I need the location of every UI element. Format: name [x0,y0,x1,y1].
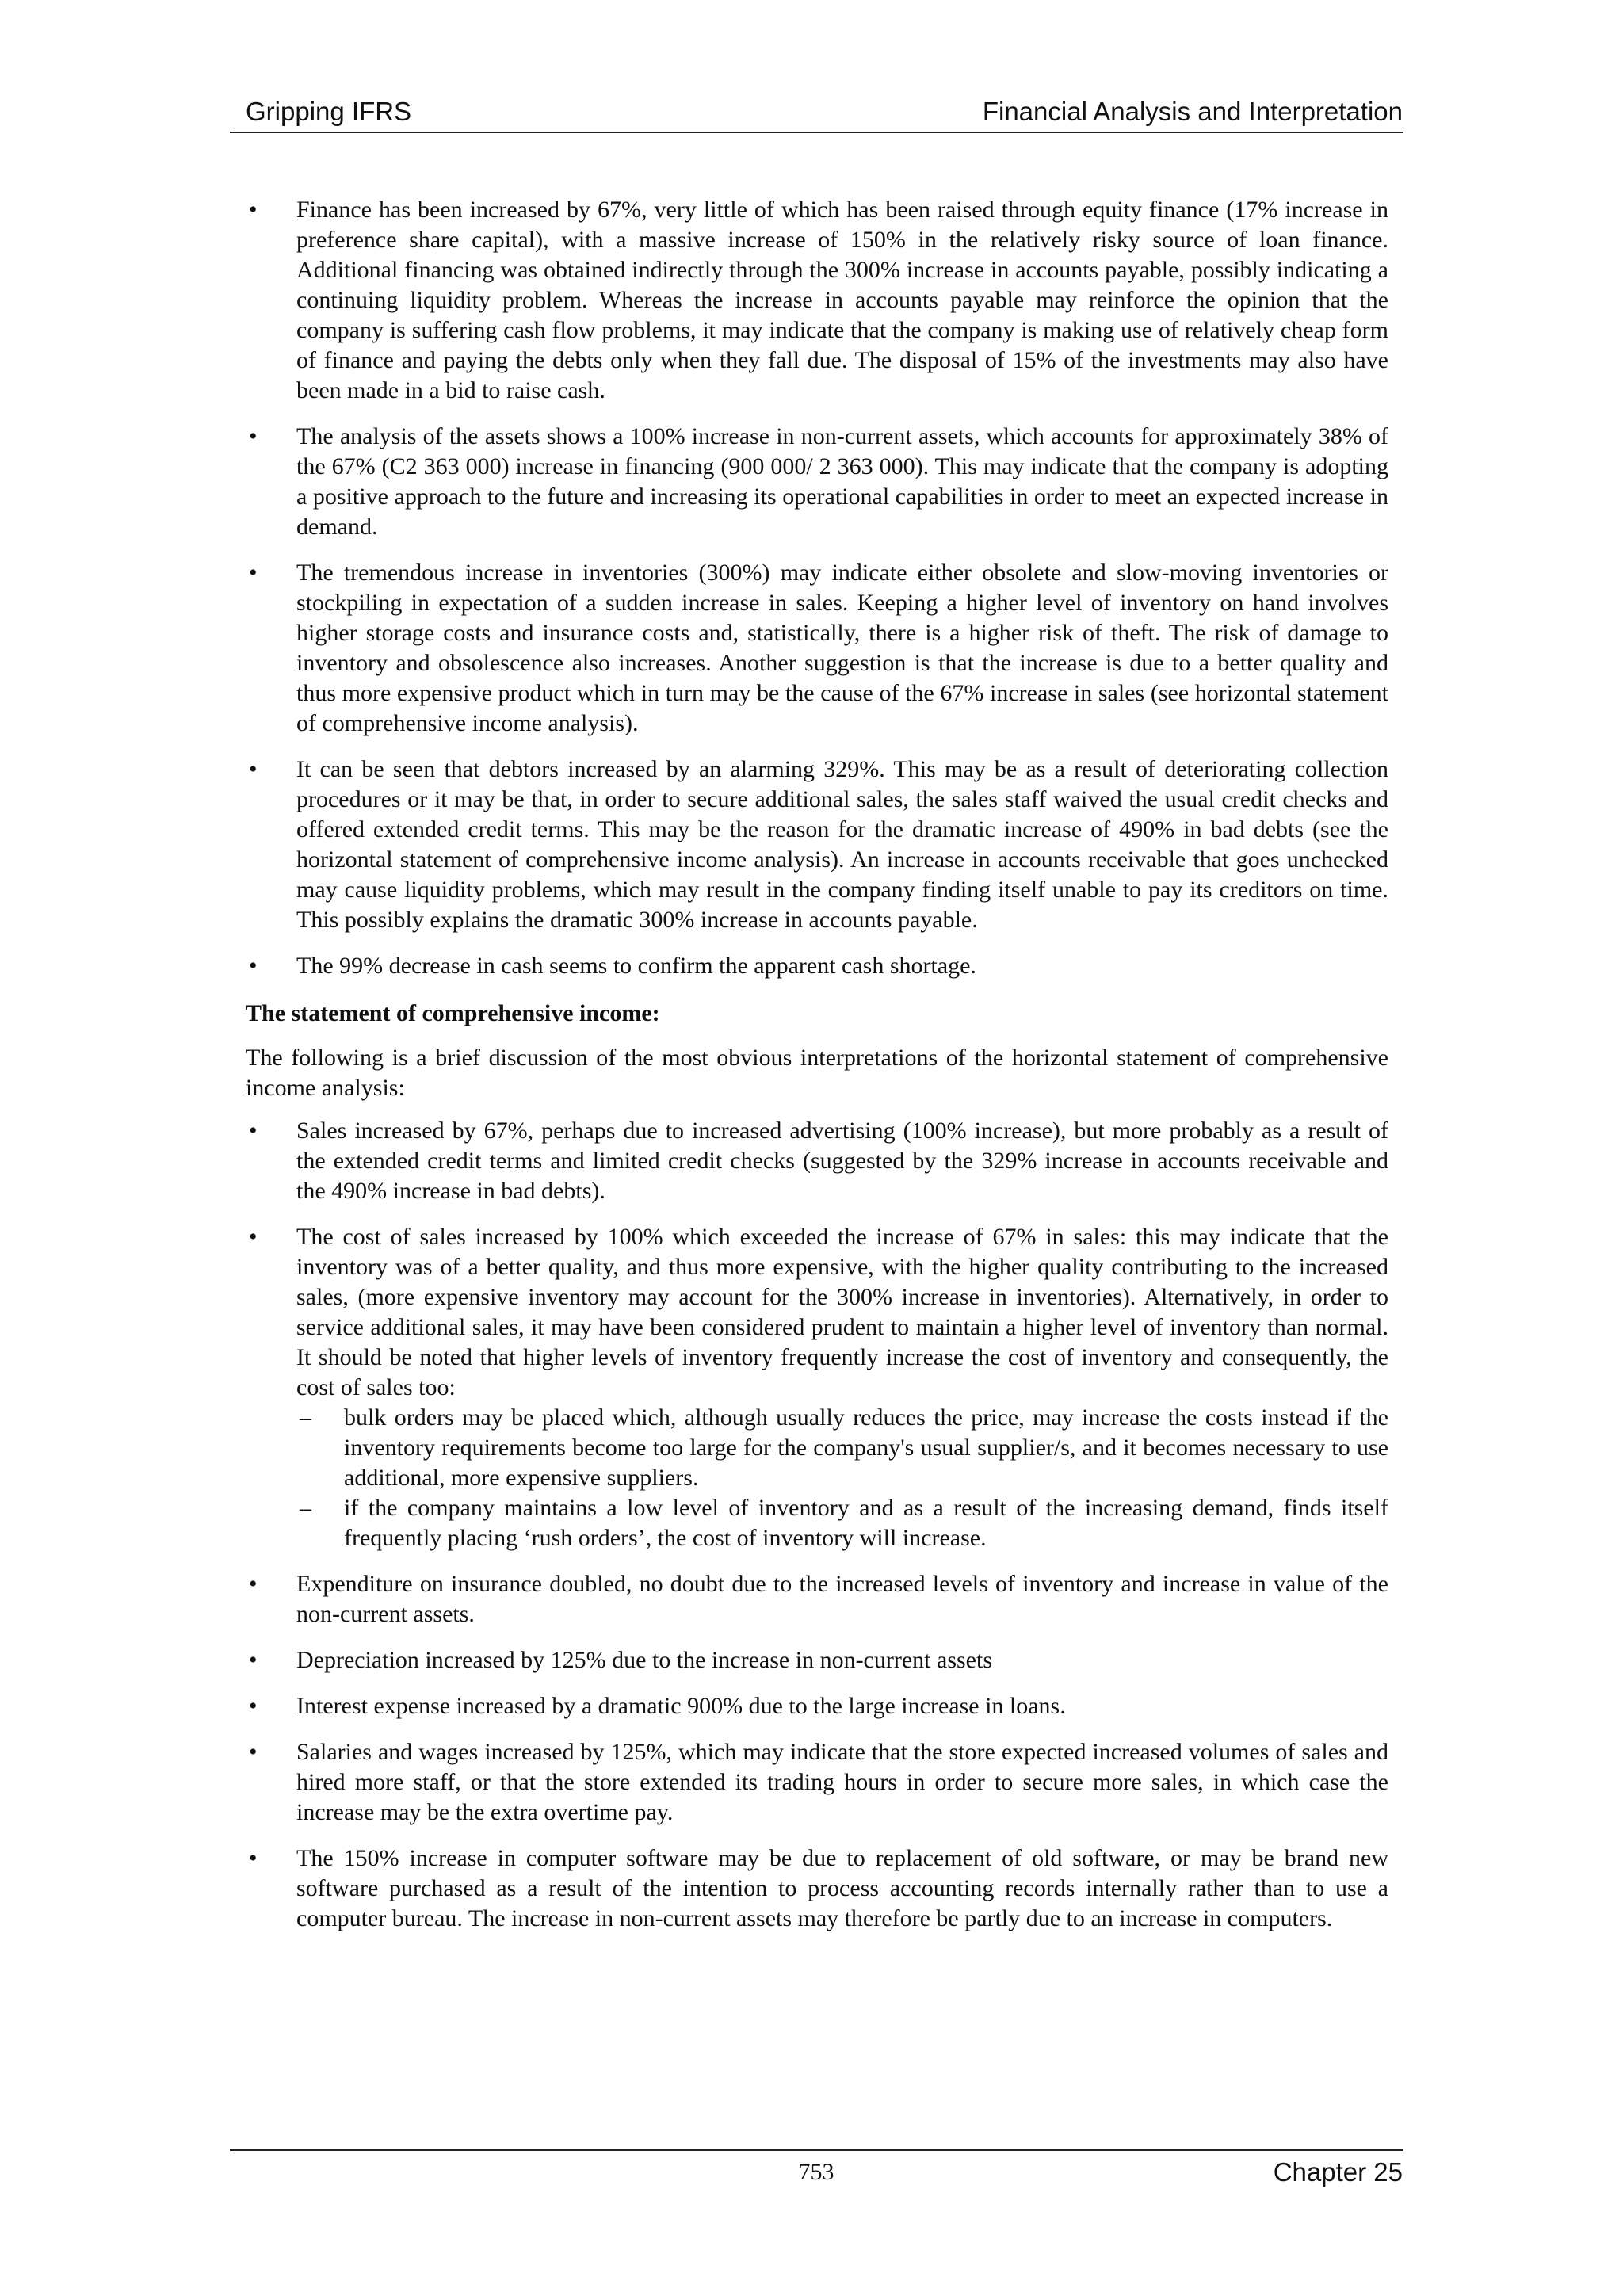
paragraph-text: The 99% decrease in cash seems to confirm the apparent cash shortage. [296,953,976,979]
list-item [246,195,1388,406]
list-item [246,951,1388,981]
bullet-icon: • [249,1117,258,1144]
income-statement-bullet-list [246,1116,1388,1934]
list-item [246,1737,1388,1828]
paragraph-text: The tremendous increase in inventories (300%) may indicate either obsolete and slow-moving inventories or stockpiling in expectation of a sudden increase in sales. Keeping a higher level of inventory on hand involves higher storage costs and insurance costs and, statistically, there is a higher risk of theft. The risk of damage to inventory and obsolescence also increases. Another suggestion is that the increase is due to a better quality and thus more expensive product which in turn may be the cause of the 67% increase in sales (see horizontal statement of comprehensive income analysis). [296,560,1388,736]
chapter-title: Financial Analysis and Interpretation [982,97,1403,126]
bullet-icon: • [249,1647,258,1673]
paragraph-text: Expenditure on insurance doubled, no doubt due to the increased levels of inventory and increase in value of the non-current assets. [296,1571,1388,1627]
paragraph-text: Interest expense increased by a dramatic 900% due to the large increase in loans. [296,1693,1066,1719]
page-footer [230,2149,1403,2187]
balance-sheet-bullet-list [246,195,1388,981]
bullet-icon: • [249,1571,258,1597]
bullet-icon: • [249,1739,258,1765]
paragraph-text: The analysis of the assets shows a 100% increase in non-current assets, which accounts for approximately 38% of the 67% (C2 363 000) increase in financing (900 000/ 2 363 000). This may indicate that the company is adopting a positive approach to the future and increasing its operational capabilities in order to meet an expected increase in demand. [296,423,1388,540]
page-content [246,195,1388,1950]
list-item [246,422,1388,542]
bullet-icon: • [249,1224,258,1250]
paragraph-text: The 150% increase in computer software may be due to replacement of old software, or may be brand new software purchased as a result of the intention to process accounting records internally rather than to use a computer bureau. The increase in non-current assets may therefore be partly due to an increase in computers. [296,1845,1388,1931]
paragraph-text: The cost of sales increased by 100% which exceeded the increase of 67% in sales: this may indicate that the inventory was of a better quality, and thus more expensive, with the higher quality contributing to the increased sales, (more expensive inventory may account for the 300% increase in inventories). Alternatively, in order to service additional sales, it may have been considered prudent to maintain a higher level of inventory than normal. It should be noted that higher levels of inventory frequently increase the cost of inventory and consequently, the cost of sales too: [296,1224,1388,1400]
sub-paragraph-text: bulk orders may be placed which, although usually reduces the price, may increase the costs instead if the inventory requirements become too large for the company's usual supplier/s, and it becomes necessary to use additional, more expensive suppliers. [344,1404,1388,1491]
paragraph-text: Finance has been increased by 67%, very little of which has been raised through equity finance (17% increase in preference share capital), with a massive increase of 150% in the relatively risky source of loan finance. Additional financing was obtained indirectly through the 300% increase in accounts payable, possibly indicating a continuing liquidity problem. Whereas the increase in accounts payable may reinforce the opinion that the company is suffering cash flow problems, it may indicate that the company is making use of relatively cheap form of finance and paying the debts only when they fall due. The disposal of 15% of the investments may also have been made in a bid to raise cash. [296,197,1388,403]
paragraph-text: Salaries and wages increased by 125%, which may indicate that the store expected increased volumes of sales and hired more staff, or that the store extended its trading hours in order to secure more sales, in which case the increase may be the extra overtime pay. [296,1739,1388,1825]
bullet-icon: • [249,197,258,223]
page-number: 753 [798,2159,834,2185]
sub-list-item [296,1493,1388,1553]
list-item [246,1691,1388,1721]
sub-list-item [296,1403,1388,1493]
bullet-icon: • [249,560,258,586]
paragraph-text: Sales increased by 67%, perhaps due to increased advertising (100% increase), but more probably as a result of the extended credit terms and limited credit checks (suggested by the 329% increase in accounts receivable and the 490% increase in bad debts). [296,1117,1388,1204]
chapter-label: Chapter 25 [1273,2157,1403,2187]
section-intro: The following is a brief discussion of the most obvious interpretations of the horizontal statement of comprehensive income analysis: [246,1045,1388,1101]
paragraph-text: Depreciation increased by 125% due to the increase in non-current assets [296,1647,992,1673]
bullet-icon: • [249,1693,258,1719]
list-item [246,558,1388,739]
bullet-icon: • [249,756,258,782]
bullet-icon: • [249,423,258,449]
dash-icon: – [300,1404,311,1431]
list-item [246,1116,1388,1206]
list-item [246,755,1388,935]
section-heading: The statement of comprehensive income: [246,1000,660,1026]
sub-paragraph-text: if the company maintains a low level of inventory and as a result of the increasing demand, finds itself frequently placing ‘rush orders’, the cost of inventory will increase. [344,1495,1388,1551]
paragraph-text: It can be seen that debtors increased by an alarming 329%. This may be as a result of deteriorating collection procedures or it may be that, in order to secure additional sales, the sales staff waived the usual credit checks and offered extended credit terms. This may be the reason for the dramatic increase of 490% in bad debts (see the horizontal statement of comprehensive income analysis). An increase in accounts receivable that goes unchecked may cause liquidity problems, which may result in the company finding itself unable to pay its creditors on time. This possibly explains the dramatic 300% increase in accounts payable. [296,756,1388,933]
list-item [246,1843,1388,1934]
book-title: Gripping IFRS [246,97,412,126]
bullet-icon: • [249,1845,258,1871]
dash-icon: – [300,1495,311,1521]
list-item [246,1569,1388,1629]
bullet-icon: • [249,953,258,979]
list-item [246,1222,1388,1553]
sub-bullet-list [296,1403,1388,1553]
list-item [246,1645,1388,1675]
page-header [230,94,1403,133]
